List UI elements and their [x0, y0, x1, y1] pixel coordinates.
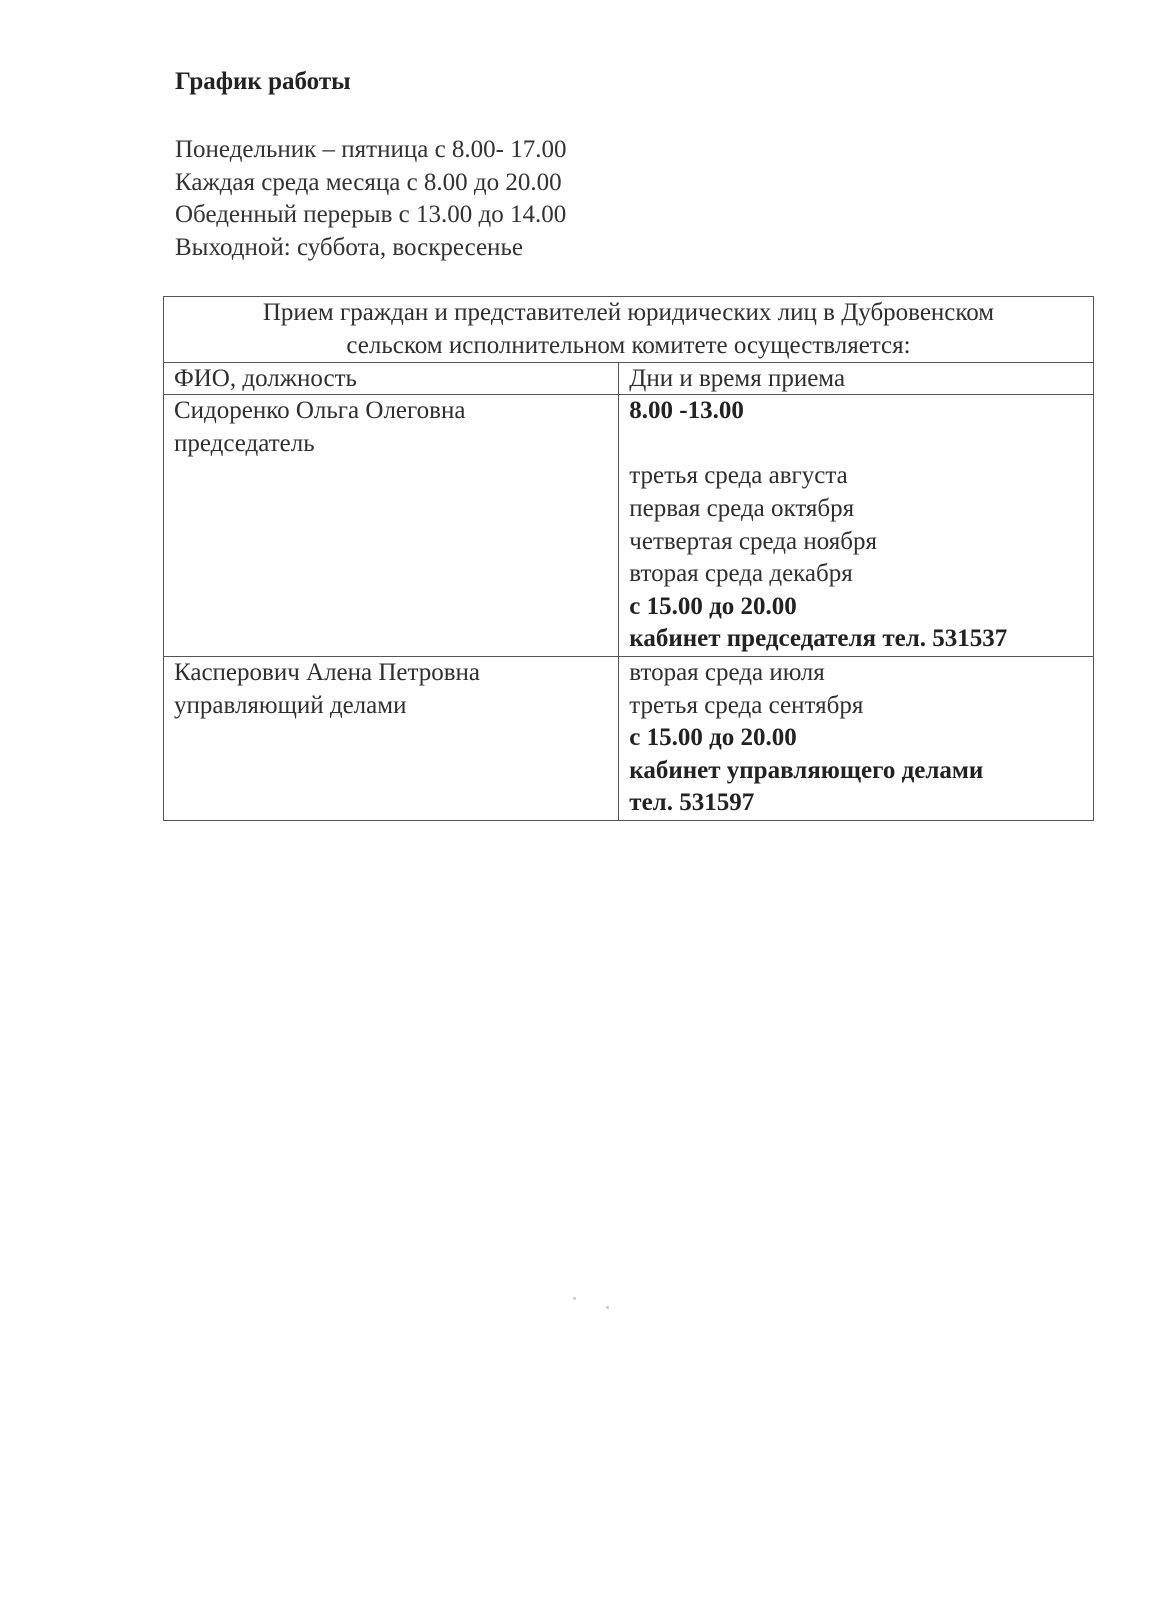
table-header-row: [164, 363, 1094, 395]
scan-speck: [573, 1297, 576, 1300]
schedule-line: Каждая среда месяца с 8.00 до 20.00: [175, 168, 562, 196]
table-row: [164, 395, 1094, 657]
reception-day: четвертая среда ноября: [629, 527, 877, 555]
person-cell: [164, 656, 619, 820]
reception-day: третья среда сентября: [629, 691, 864, 719]
schedule-line: Обеденный перерыв с 13.00 до 14.00: [175, 201, 567, 228]
schedule-line: Выходной: суббота, воскресенье: [175, 233, 523, 261]
person-position: председатель: [174, 429, 315, 457]
spacer: [629, 428, 1083, 461]
header-days-time: Дни и время приема: [619, 363, 1094, 395]
reception-hours: с 15.00 до 20.00: [629, 724, 797, 752]
office-name: кабинет управляющего делами: [629, 756, 984, 784]
schedule-cell: [619, 395, 1094, 657]
table-caption: [164, 297, 1094, 363]
reception-day: первая среда октября: [629, 494, 855, 522]
reception-time: 8.00 -13.00: [629, 397, 744, 425]
office-phone: тел. 531597: [629, 789, 755, 817]
schedule-line: Понедельник – пятница с 8.00- 17.00: [175, 136, 567, 163]
reception-day: вторая среда декабря: [629, 560, 853, 588]
person-position: управляющий делами: [174, 691, 407, 719]
reception-day: третья среда августа: [629, 462, 848, 490]
person-cell: [164, 395, 619, 657]
header-name-position: ФИО, должность: [164, 363, 619, 395]
reception-table: [163, 296, 1094, 821]
caption-line: сельском исполнительном комитете осуществляется:: [346, 331, 911, 359]
caption-line: Прием граждан и представителей юридических лиц в Дубровенском: [262, 299, 995, 326]
table-caption-row: [164, 297, 1094, 363]
person-name: Касперович Алена Петровна: [174, 658, 481, 686]
office-phone: кабинет председателя тел. 531537: [629, 625, 1008, 653]
scan-speck: [606, 1306, 609, 1309]
table-row: [164, 656, 1094, 820]
person-name: Сидоренко Ольга Олеговна: [174, 397, 466, 425]
reception-day: вторая среда июля: [629, 658, 825, 686]
reception-hours: с 15.00 до 20.00: [629, 592, 797, 620]
work-schedule: [175, 134, 567, 264]
document-title: График работы: [175, 68, 351, 95]
schedule-cell: [619, 656, 1094, 820]
